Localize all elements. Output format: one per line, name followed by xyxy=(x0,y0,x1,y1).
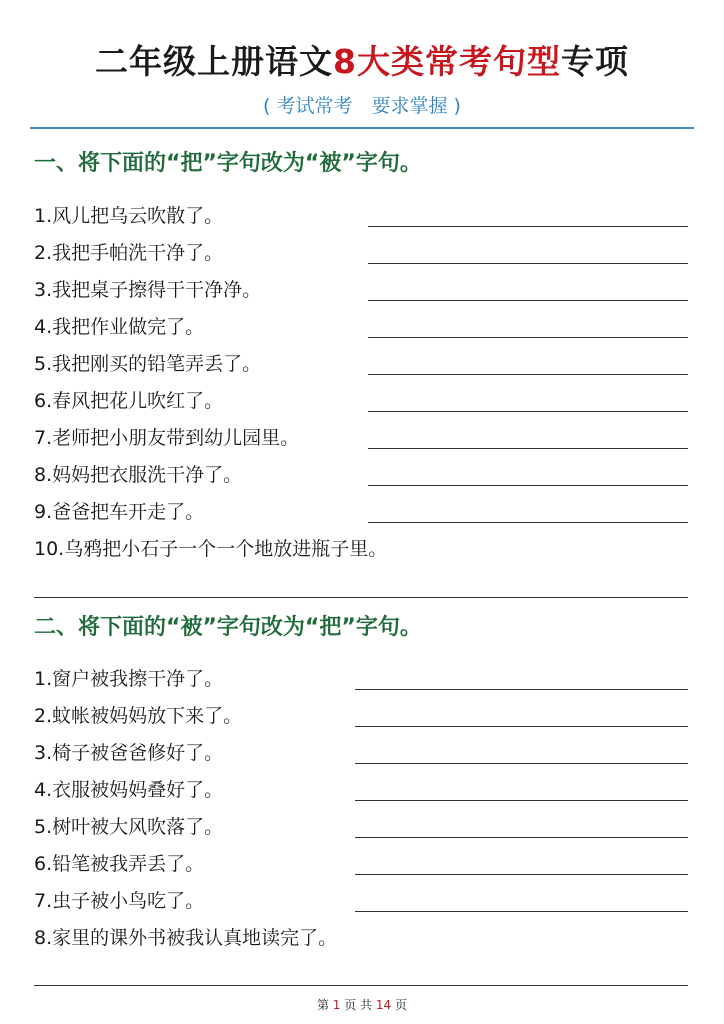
section1-item: 7.老师把小朋友带到幼儿园里。 xyxy=(34,427,300,449)
section1-item: 10.乌鸦把小石子一个一个地放进瓶子里。 xyxy=(34,538,388,560)
page-subtitle: ( 考试常考 要求掌握 ) xyxy=(263,95,461,117)
section1-item: 8.妈妈把衣服洗干净了。 xyxy=(34,464,243,486)
section2-item: 8.家里的课外书被我认真地读完了。 xyxy=(34,927,338,949)
answer-line[interactable] xyxy=(34,597,688,598)
answer-line[interactable] xyxy=(368,300,688,301)
page-title: 二年级上册语文8大类常考句型专项 xyxy=(95,42,629,81)
section2-item: 3.椅子被爸爸修好了。 xyxy=(34,742,224,764)
section2-item: 4.衣服被妈妈叠好了。 xyxy=(34,779,224,801)
answer-line[interactable] xyxy=(355,911,688,912)
answer-line[interactable] xyxy=(355,837,688,838)
answer-line[interactable] xyxy=(368,485,688,486)
section2-item: 1.窗户被我擦干净了。 xyxy=(34,668,224,690)
section2-heading: 二、将下面的“被”字句改为“把”字句。 xyxy=(34,615,422,640)
section2-item: 2.蚊帐被妈妈放下来了。 xyxy=(34,705,243,727)
answer-line[interactable] xyxy=(368,263,688,264)
answer-line[interactable] xyxy=(368,522,688,523)
section1-item: 6.春风把花儿吹红了。 xyxy=(34,390,224,412)
answer-line[interactable] xyxy=(355,800,688,801)
page-number: 1 xyxy=(332,998,341,1012)
title-highlight: 8大类常考句型 xyxy=(333,42,561,81)
section1-item: 9.爸爸把车开走了。 xyxy=(34,501,205,523)
answer-line[interactable] xyxy=(368,374,688,375)
section1-item: 5.我把刚买的铅笔弄丢了。 xyxy=(34,353,262,375)
answer-line[interactable] xyxy=(368,448,688,449)
answer-line[interactable] xyxy=(355,726,688,727)
section1-item: 4.我把作业做完了。 xyxy=(34,316,205,338)
answer-line[interactable] xyxy=(355,874,688,875)
total-pages: 14 xyxy=(375,998,392,1012)
title-divider xyxy=(30,127,694,129)
section2-item: 6.铅笔被我弄丢了。 xyxy=(34,853,205,875)
section1-item: 3.我把桌子擦得干干净净。 xyxy=(34,279,262,301)
answer-line[interactable] xyxy=(368,337,688,338)
page-footer: 第 1 页 共 14 页 xyxy=(316,998,408,1012)
answer-line[interactable] xyxy=(355,763,688,764)
section1-item: 2.我把手帕洗干净了。 xyxy=(34,242,224,264)
answer-line[interactable] xyxy=(368,411,688,412)
section1-heading: 一、将下面的“把”字句改为“被”字句。 xyxy=(34,151,422,176)
answer-line[interactable] xyxy=(34,985,688,986)
section2-item: 7.虫子被小鸟吃了。 xyxy=(34,890,205,912)
answer-line[interactable] xyxy=(368,226,688,227)
section2-item: 5.树叶被大风吹落了。 xyxy=(34,816,224,838)
section1-item: 1.风儿把乌云吹散了。 xyxy=(34,205,224,227)
answer-line[interactable] xyxy=(355,689,688,690)
